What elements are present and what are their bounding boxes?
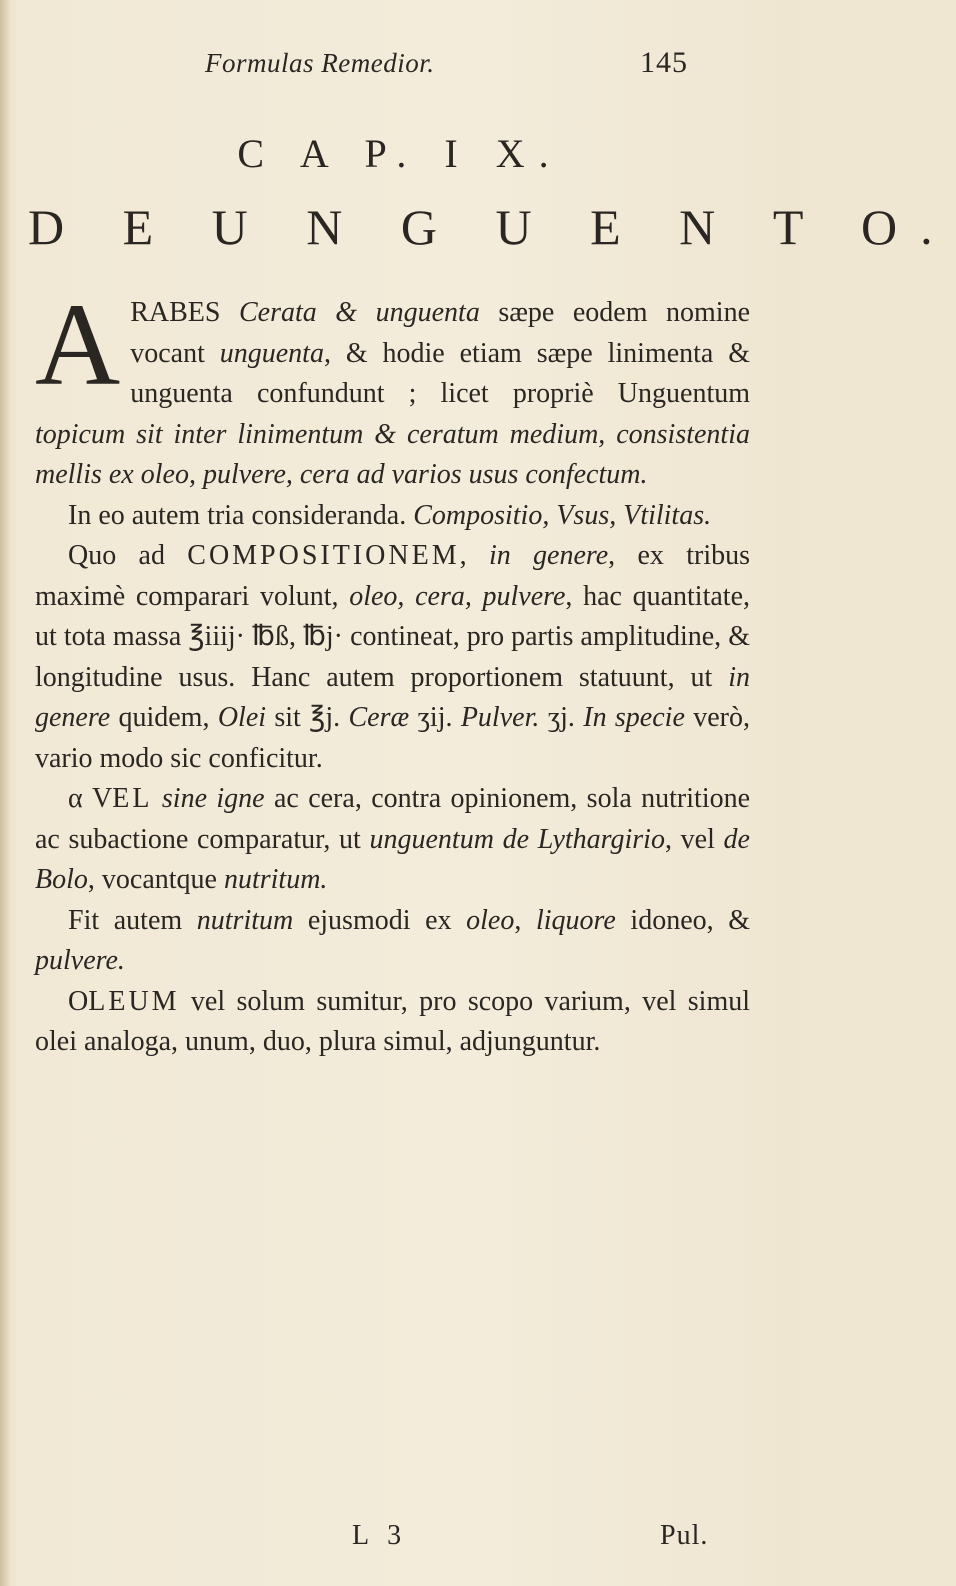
text-run: verò, vario modo sic conficitur.	[35, 702, 750, 774]
footer-line	[0, 1520, 800, 1560]
running-head	[0, 48, 800, 88]
italic-run: Cerata & unguenta	[239, 297, 480, 328]
italic-run: Pulver.	[460, 702, 540, 733]
italic-run: oleo	[466, 904, 515, 936]
italic-run: oleo, cera, pulvere	[349, 580, 566, 612]
italic-run: nutritum	[196, 904, 294, 936]
chapter-heading: C A P. I X.	[237, 131, 563, 176]
italic-run: liquore	[535, 904, 616, 936]
paragraph-3	[35, 536, 750, 779]
paragraph-2	[35, 496, 750, 537]
paragraph-4	[35, 779, 750, 901]
italic-run: unguenta	[219, 337, 324, 369]
italic-run: unguentum de Lythargirio	[369, 823, 665, 855]
text-run: sit ℥j.	[266, 702, 349, 733]
text-run: quidem,	[110, 702, 218, 733]
italic-run: In specie	[583, 702, 685, 733]
text-run: Fit autem	[68, 904, 197, 936]
text-run: , & hodie etiam sæpe linimenta & unguenta confundunt ; licet propriè Unguentum	[130, 337, 750, 409]
text-run: ʒij.	[409, 702, 461, 733]
drop-cap: A	[35, 279, 121, 410]
italic-run: Olei	[217, 702, 267, 733]
running-title: Formulas Remedior.	[205, 48, 435, 78]
text-run: , vel	[664, 823, 724, 855]
small-caps-run: LEUM	[88, 985, 180, 1017]
italic-run: nutritum.	[223, 864, 328, 895]
text-run: sæpe eodem nomine vocant	[130, 297, 751, 369]
text-run: ac cera, contra opinionem, sola nutritione ac subactione comparatur, ut	[35, 783, 751, 855]
text-run: Quo ad	[68, 540, 188, 571]
italic-run: topicum sit inter linimentum & ceratum medium, consistentia mellis ex oleo, pulvere, cera ad varios usus confectum.	[35, 418, 750, 490]
text-run: , hac quantitate, ut tota massa ℥iiij· ℔ß, ℔j· contineat, pro partis amplitudine, & longitudine usus. Hanc autem proportionem statuunt, ut	[35, 580, 750, 693]
text-run: vel solum sumitur, pro scopo varium, vel simul olei analoga, unum, duo, plura simul, adjunguntur.	[35, 985, 750, 1057]
paragraph-1	[35, 279, 751, 496]
italic-run: Ceræ	[348, 702, 410, 733]
text-run: α V	[68, 783, 113, 814]
page-number: 145	[640, 46, 688, 79]
signature-mark: L 3	[352, 1520, 408, 1551]
section-title: D E U N G U E N T O.	[28, 199, 956, 255]
text-run: ,	[459, 540, 489, 571]
text-run: , vocantque	[87, 864, 224, 895]
text-run: ejusmodi ex	[293, 904, 467, 936]
gutter-shadow	[0, 0, 10, 1586]
catchword: Pul.	[660, 1520, 709, 1551]
text-run: RABES	[130, 297, 239, 328]
italic-run: in genere	[35, 661, 750, 733]
paragraph-6	[35, 982, 750, 1063]
body-text	[35, 279, 751, 1063]
small-caps-run: EL	[112, 783, 153, 814]
text-run: ,	[514, 904, 536, 936]
italic-run: in genere	[488, 540, 609, 571]
paragraph-5	[35, 901, 750, 982]
text-run: ʒj.	[539, 702, 584, 733]
italic-run: sine igne	[161, 783, 265, 814]
text-run: In eo autem tria consideranda.	[68, 499, 414, 531]
small-caps-run: COMPOSITIONEM	[187, 540, 460, 571]
text-run: , ex tribus maximè comparari volunt,	[35, 540, 750, 612]
italic-run: Compositio, Vsus, Vtilitas.	[413, 499, 712, 531]
italic-run: de Bolo	[35, 823, 750, 895]
text-run: idoneo, &	[615, 904, 751, 936]
italic-run: pulvere.	[35, 945, 125, 976]
text-run: O	[68, 985, 89, 1017]
text-run	[153, 783, 162, 814]
